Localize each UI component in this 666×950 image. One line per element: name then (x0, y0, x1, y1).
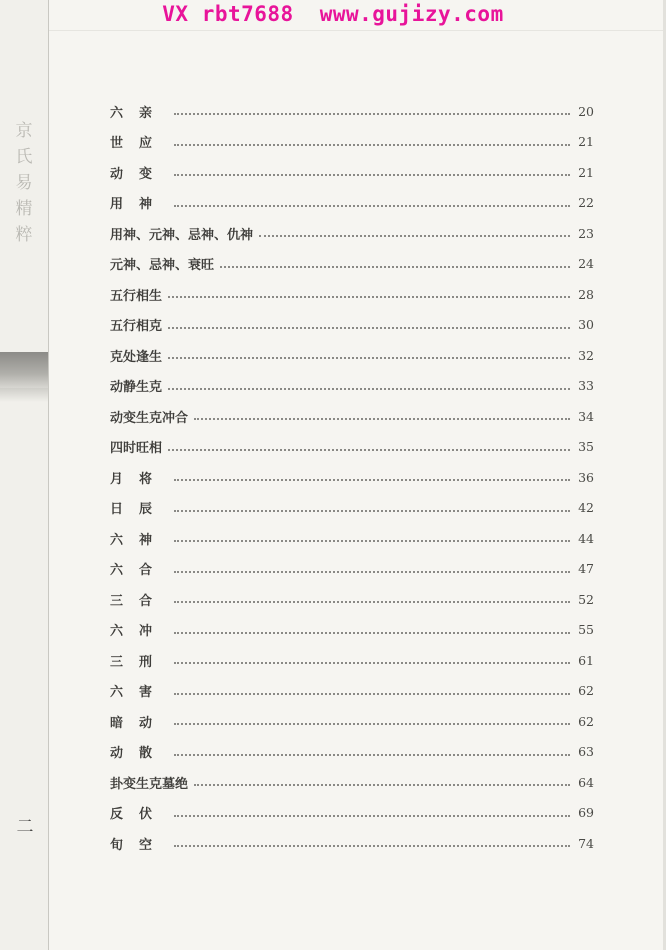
toc-entry-title: 五行相生 (110, 288, 163, 304)
toc-leader-dots (194, 784, 570, 786)
toc-entry-title: 六冲 (110, 624, 169, 640)
toc-entry-title: 世应 (110, 136, 169, 152)
toc-entry-title: 用神 (110, 197, 169, 213)
toc-entry-page: 63 (578, 744, 594, 760)
toc-entry-title: 动静生克 (110, 380, 163, 396)
toc-entry-title: 反伏 (110, 807, 169, 823)
toc-entry-title: 五行相克 (110, 319, 163, 335)
toc-entry-title: 旬空 (110, 837, 169, 853)
toc-entry (110, 127, 594, 158)
book-title: 京氏易精粹 (15, 121, 33, 245)
toc-entry-page: 22 (578, 195, 594, 211)
toc-entry-page: 30 (578, 317, 594, 333)
toc-leader-dots (168, 388, 570, 390)
toc-entry (110, 188, 594, 219)
toc-entry-title: 元神、忌神、衰旺 (110, 258, 215, 274)
toc-entry-page: 35 (578, 439, 594, 455)
toc-entry (110, 706, 594, 737)
toc-leader-dots (174, 479, 570, 481)
toc-entry-title: 三合 (110, 593, 169, 609)
toc-entry-page: 64 (578, 774, 594, 790)
toc-leader-dots (174, 571, 570, 573)
toc-entry (110, 523, 594, 554)
toc-leader-dots (168, 296, 570, 298)
toc-entry (110, 462, 594, 493)
toc-entry (110, 96, 594, 127)
toc-entry-page: 42 (578, 500, 594, 516)
toc-leader-dots (174, 601, 570, 603)
toc-entry-page: 21 (578, 164, 594, 180)
toc-leader-dots (174, 205, 570, 207)
toc-entry-title: 日辰 (110, 502, 169, 518)
toc-entry (110, 249, 594, 280)
toc-entry-title: 动散 (110, 746, 169, 762)
toc-leader-dots (174, 540, 570, 542)
toc-leader-dots (174, 754, 570, 756)
toc-leader-dots (174, 113, 570, 115)
toc-entry-title: 卦变生克墓绝 (110, 776, 189, 792)
toc-entry-page: 21 (578, 134, 594, 150)
toc-leader-dots (174, 144, 570, 146)
toc-leader-dots (220, 266, 570, 268)
toc-entry (110, 828, 594, 859)
toc-entry-title: 六害 (110, 685, 169, 701)
toc-leader-dots (174, 510, 570, 512)
toc-entry (110, 157, 594, 188)
toc-entry (110, 371, 594, 402)
toc-entry-page: 34 (578, 408, 594, 424)
toc-leader-dots (168, 449, 570, 451)
toc-entry-title: 动变生克冲合 (110, 410, 189, 426)
toc-entry-page: 23 (578, 225, 594, 241)
toc-entry-title: 克处逢生 (110, 349, 163, 365)
watermark-url: www.gujizy.com (319, 2, 504, 26)
toc-entry-page: 47 (578, 561, 594, 577)
toc-entry (110, 615, 594, 646)
section-tab-mark (0, 352, 48, 388)
toc-entry (110, 584, 594, 615)
toc-entry-page: 28 (578, 286, 594, 302)
toc-leader-dots (174, 174, 570, 176)
toc-entry-page: 20 (578, 103, 594, 119)
toc-entry-title: 动变 (110, 166, 169, 182)
toc-entry (110, 737, 594, 768)
toc-entry (110, 279, 594, 310)
toc-leader-dots (168, 357, 570, 359)
toc-leader-dots (174, 723, 570, 725)
section-tab-shadow (0, 388, 48, 402)
toc-entry-page: 36 (578, 469, 594, 485)
toc-entry-title: 用神、元神、忌神、仇神 (110, 227, 254, 243)
toc-leader-dots (174, 845, 570, 847)
watermark-contact: VX rbt7688 (162, 2, 294, 26)
toc-entry-page: 61 (578, 652, 594, 668)
watermark (0, 2, 666, 26)
toc-entry-title: 六亲 (110, 105, 169, 121)
toc-entry-title: 四时旺相 (110, 441, 163, 457)
toc-entry (110, 432, 594, 463)
toc-leader-dots (259, 235, 570, 237)
toc-entry-title: 六合 (110, 563, 169, 579)
toc-entry-page: 62 (578, 683, 594, 699)
toc-entry (110, 218, 594, 249)
toc-leader-dots (174, 815, 570, 817)
toc-entry-title: 三刑 (110, 654, 169, 670)
toc-entry (110, 676, 594, 707)
toc-entry-page: 69 (578, 805, 594, 821)
toc-entry-page: 24 (578, 256, 594, 272)
toc-leader-dots (174, 662, 570, 664)
toc-entry-page: 32 (578, 347, 594, 363)
toc-entry (110, 767, 594, 798)
toc-leader-dots (174, 632, 570, 634)
top-edge (48, 30, 666, 31)
toc-entry (110, 310, 594, 341)
toc-entry-page: 33 (578, 378, 594, 394)
left-margin (0, 0, 49, 950)
page-number: 二 (16, 817, 34, 837)
toc-entry (110, 401, 594, 432)
toc-entry-page: 74 (578, 835, 594, 851)
toc-entry-title: 暗动 (110, 715, 169, 731)
toc-entry-title: 月将 (110, 471, 169, 487)
toc-entry (110, 493, 594, 524)
toc-entry-page: 44 (578, 530, 594, 546)
toc-entry-page: 55 (578, 622, 594, 638)
toc-entry-title: 六神 (110, 532, 169, 548)
toc-leader-dots (174, 693, 570, 695)
toc-entry (110, 645, 594, 676)
table-of-contents (110, 96, 594, 859)
toc-entry (110, 798, 594, 829)
toc-leader-dots (194, 418, 570, 420)
toc-entry (110, 340, 594, 371)
toc-entry-page: 62 (578, 713, 594, 729)
toc-entry-page: 52 (578, 591, 594, 607)
toc-entry (110, 554, 594, 585)
toc-leader-dots (168, 327, 570, 329)
